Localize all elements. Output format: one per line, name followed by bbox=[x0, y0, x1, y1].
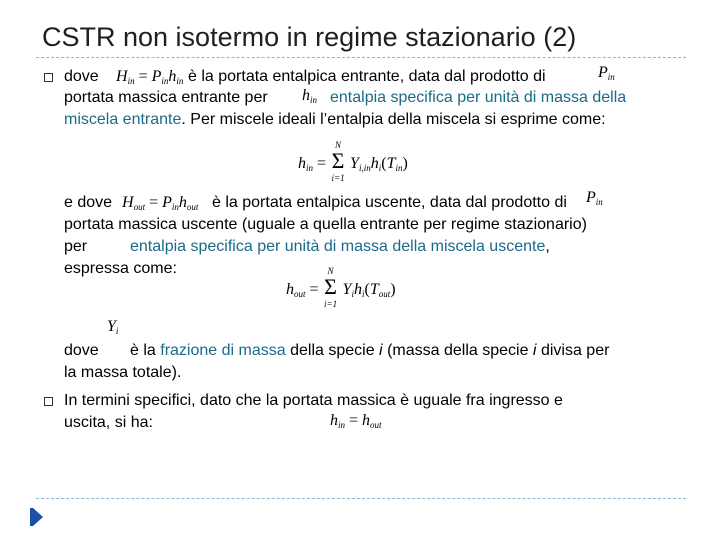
formula-h-out-sum: $h_{out}$ = N Σ i=1 $Y_ih_i(T_{out})$ bbox=[286, 266, 396, 309]
para1-line3: miscela entrante. Per miscele ideali l’entalpia della miscela si esprime come: bbox=[64, 111, 606, 128]
para1-line1: è la portata entalpica entrante, data dal prodotto di bbox=[188, 68, 546, 85]
para3-line1: è la frazione di massa della specie i (massa della specie i divisa per bbox=[130, 342, 610, 359]
formula-H-out: $H_{out} = P_{in}h_{out}$ bbox=[122, 194, 199, 212]
para2-line1: è la portata entalpica uscente, data dal prodotto di bbox=[212, 194, 567, 211]
para3-dove: dove bbox=[64, 342, 99, 359]
symbol-h-in: $h_{in}$ bbox=[302, 87, 318, 105]
para4-line1: In termini specifici, dato che la portata massica è uguale fra ingresso e bbox=[64, 392, 563, 409]
para1-dove: dove bbox=[64, 68, 99, 85]
page-title: CSTR non isotermo in regime stazionario (2) bbox=[42, 22, 577, 52]
formula-H-in: $H_{in} = P_{in}h_{in}$ bbox=[116, 68, 184, 86]
symbol-P-in: $P_{in}$ bbox=[598, 64, 615, 82]
title-divider bbox=[36, 57, 686, 58]
para3-line2: la massa totale). bbox=[64, 364, 182, 381]
para1-line2-highlight: entalpia specifica per unità di massa della bbox=[330, 89, 627, 106]
next-slide-arrow-icon[interactable] bbox=[33, 508, 43, 526]
para1-line2: portata massica entrante per bbox=[64, 89, 268, 106]
footer-divider bbox=[36, 498, 686, 499]
para4-line2: uscita, si ha: bbox=[64, 414, 153, 431]
bullet-marker bbox=[44, 73, 53, 82]
para2-line3: entalpia specifica per unità di massa della miscela uscente, bbox=[130, 238, 550, 255]
symbol-Y-i: $Y_i$ bbox=[107, 318, 119, 336]
para2-line4: espressa come: bbox=[64, 260, 177, 277]
para2-line2: portata massica uscente (uguale a quella entrante per regime stazionario) bbox=[64, 216, 587, 233]
para2-e-dove: e dove bbox=[64, 194, 113, 211]
formula-h-in-sum: $h_{in}$ = N Σ i=1 $Y_{i,in}h_i(T_{in})$ bbox=[298, 140, 408, 183]
symbol-P-in-2: $P_{in}$ bbox=[586, 189, 603, 207]
para2-line3-per: per bbox=[64, 238, 88, 255]
formula-h-in-eq-h-out: $h_{in} = h_{out}$ bbox=[330, 412, 382, 430]
bullet-marker bbox=[44, 397, 53, 406]
